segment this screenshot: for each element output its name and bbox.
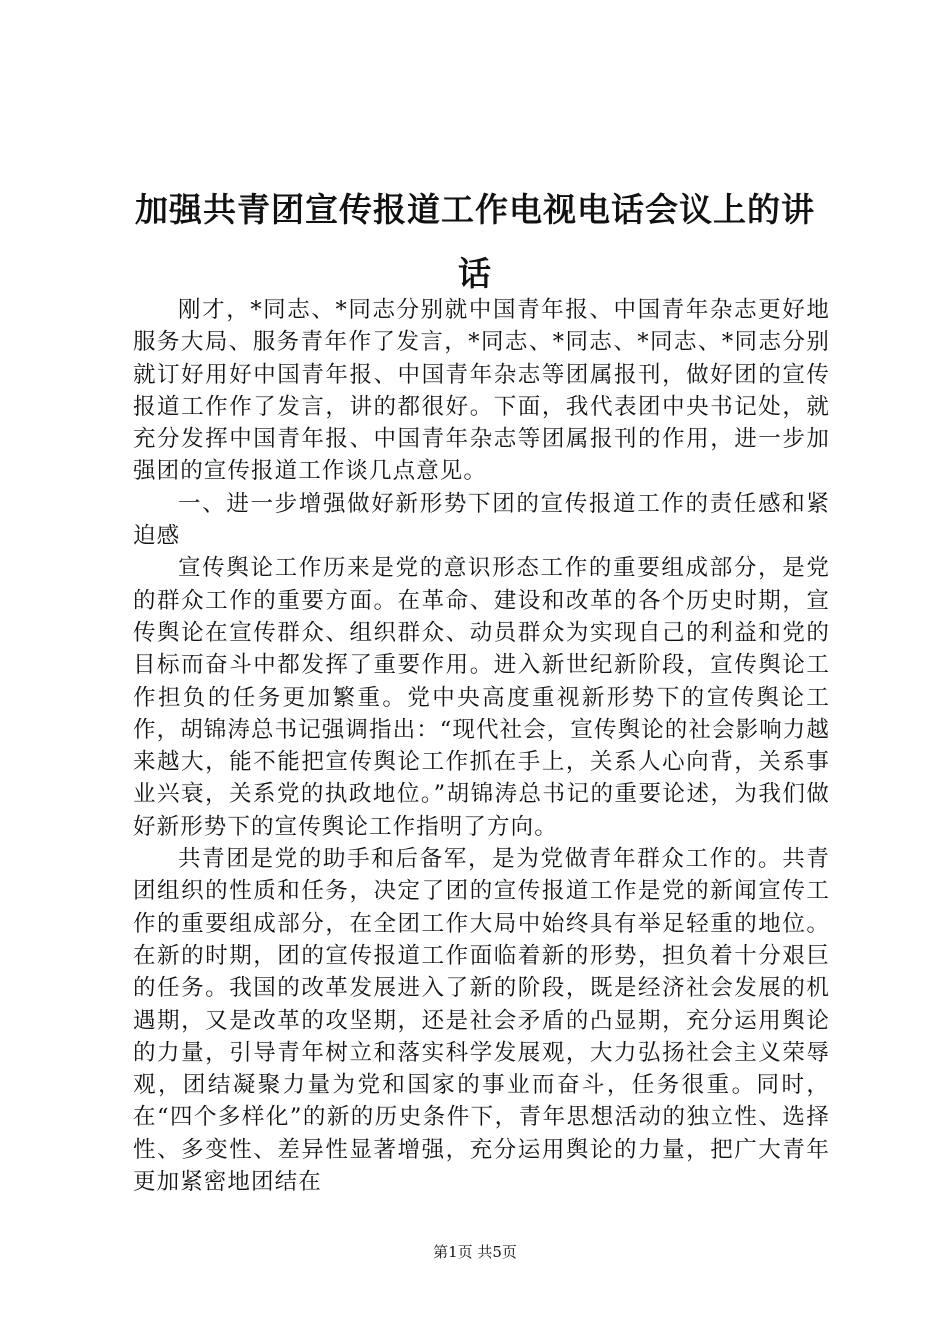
- paragraph-youth-league-role: 共青团是党的助手和后备军，是为党做青年群众工作的。共青团组织的性质和任务，决定了团的宣传报道工作是党的新闻宣传工作的重要组成部分，在全团工作大局中始终具有举足轻重的地位。在新的时期，团的宣传报道工作面临着新的形势，担负着十分艰巨的任务。我国的改革发展进入了新的阶段，既是经济社会发展的机遇期，又是改革的攻坚期，还是社会矛盾的凸显期，充分运用舆论的力量，引导青年树立和落实科学发展观，大力弘扬社会主义荣辱观，团结凝聚力量为党和国家的事业而奋斗，任务很重。同时，在“四个多样化”的新的历史条件下，青年思想活动的独立性、选择性、多变性、差异性显著增强，充分运用舆论的力量，把广大青年更加紧密地团结在: [133, 846, 830, 1196]
- document-title: 加强共青团宣传报道工作电视电话会议上的讲话: [135, 190, 815, 293]
- paragraph-propaganda-work: 宣传舆论工作历来是党的意识形态工作的重要组成部分，是党的群众工作的重要方面。在革命、建设和改革的各个历史时期，宣传舆论在宣传群众、组织群众、动员群众为实现自己的利益和党的目标而奋斗中都发挥了重要作用。进入新世纪新阶段，宣传舆论工作担负的任务更加繁重。党中央高度重视新形势下的宣传舆论工作，胡锦涛总书记强调指出：“现代社会，宣传舆论的社会影响力越来越大，能不能把宣传舆论工作抓在手上，关系人心向背，关系事业兴衰，关系党的执政地位。”胡锦涛总书记的重要论述，为我们做好新形势下的宣传舆论工作指明了方向。: [133, 555, 831, 840]
- section-heading-1: 一、进一步增强做好新形势下团的宣传报道工作的责任感和紧迫感: [133, 490, 830, 550]
- paragraph-opening: 刚才，*同志、*同志分别就中国青年报、中国青年杂志更好地服务大局、服务青年作了发言，*同志、*同志、*同志、*同志分别就订好用好中国青年报、中国青年杂志等团属报刊，做好团的宣传报道工作作了发言，讲的都很好。下面，我代表团中央书记处，就充分发挥中国青年报、中国青年杂志等团属报刊的作用，进一步加强团的宣传报道工作谈几点意见。: [133, 297, 830, 485]
- page-number-footer: 第1页 共5页: [433, 1243, 517, 1261]
- document-body: [133, 294, 830, 1198]
